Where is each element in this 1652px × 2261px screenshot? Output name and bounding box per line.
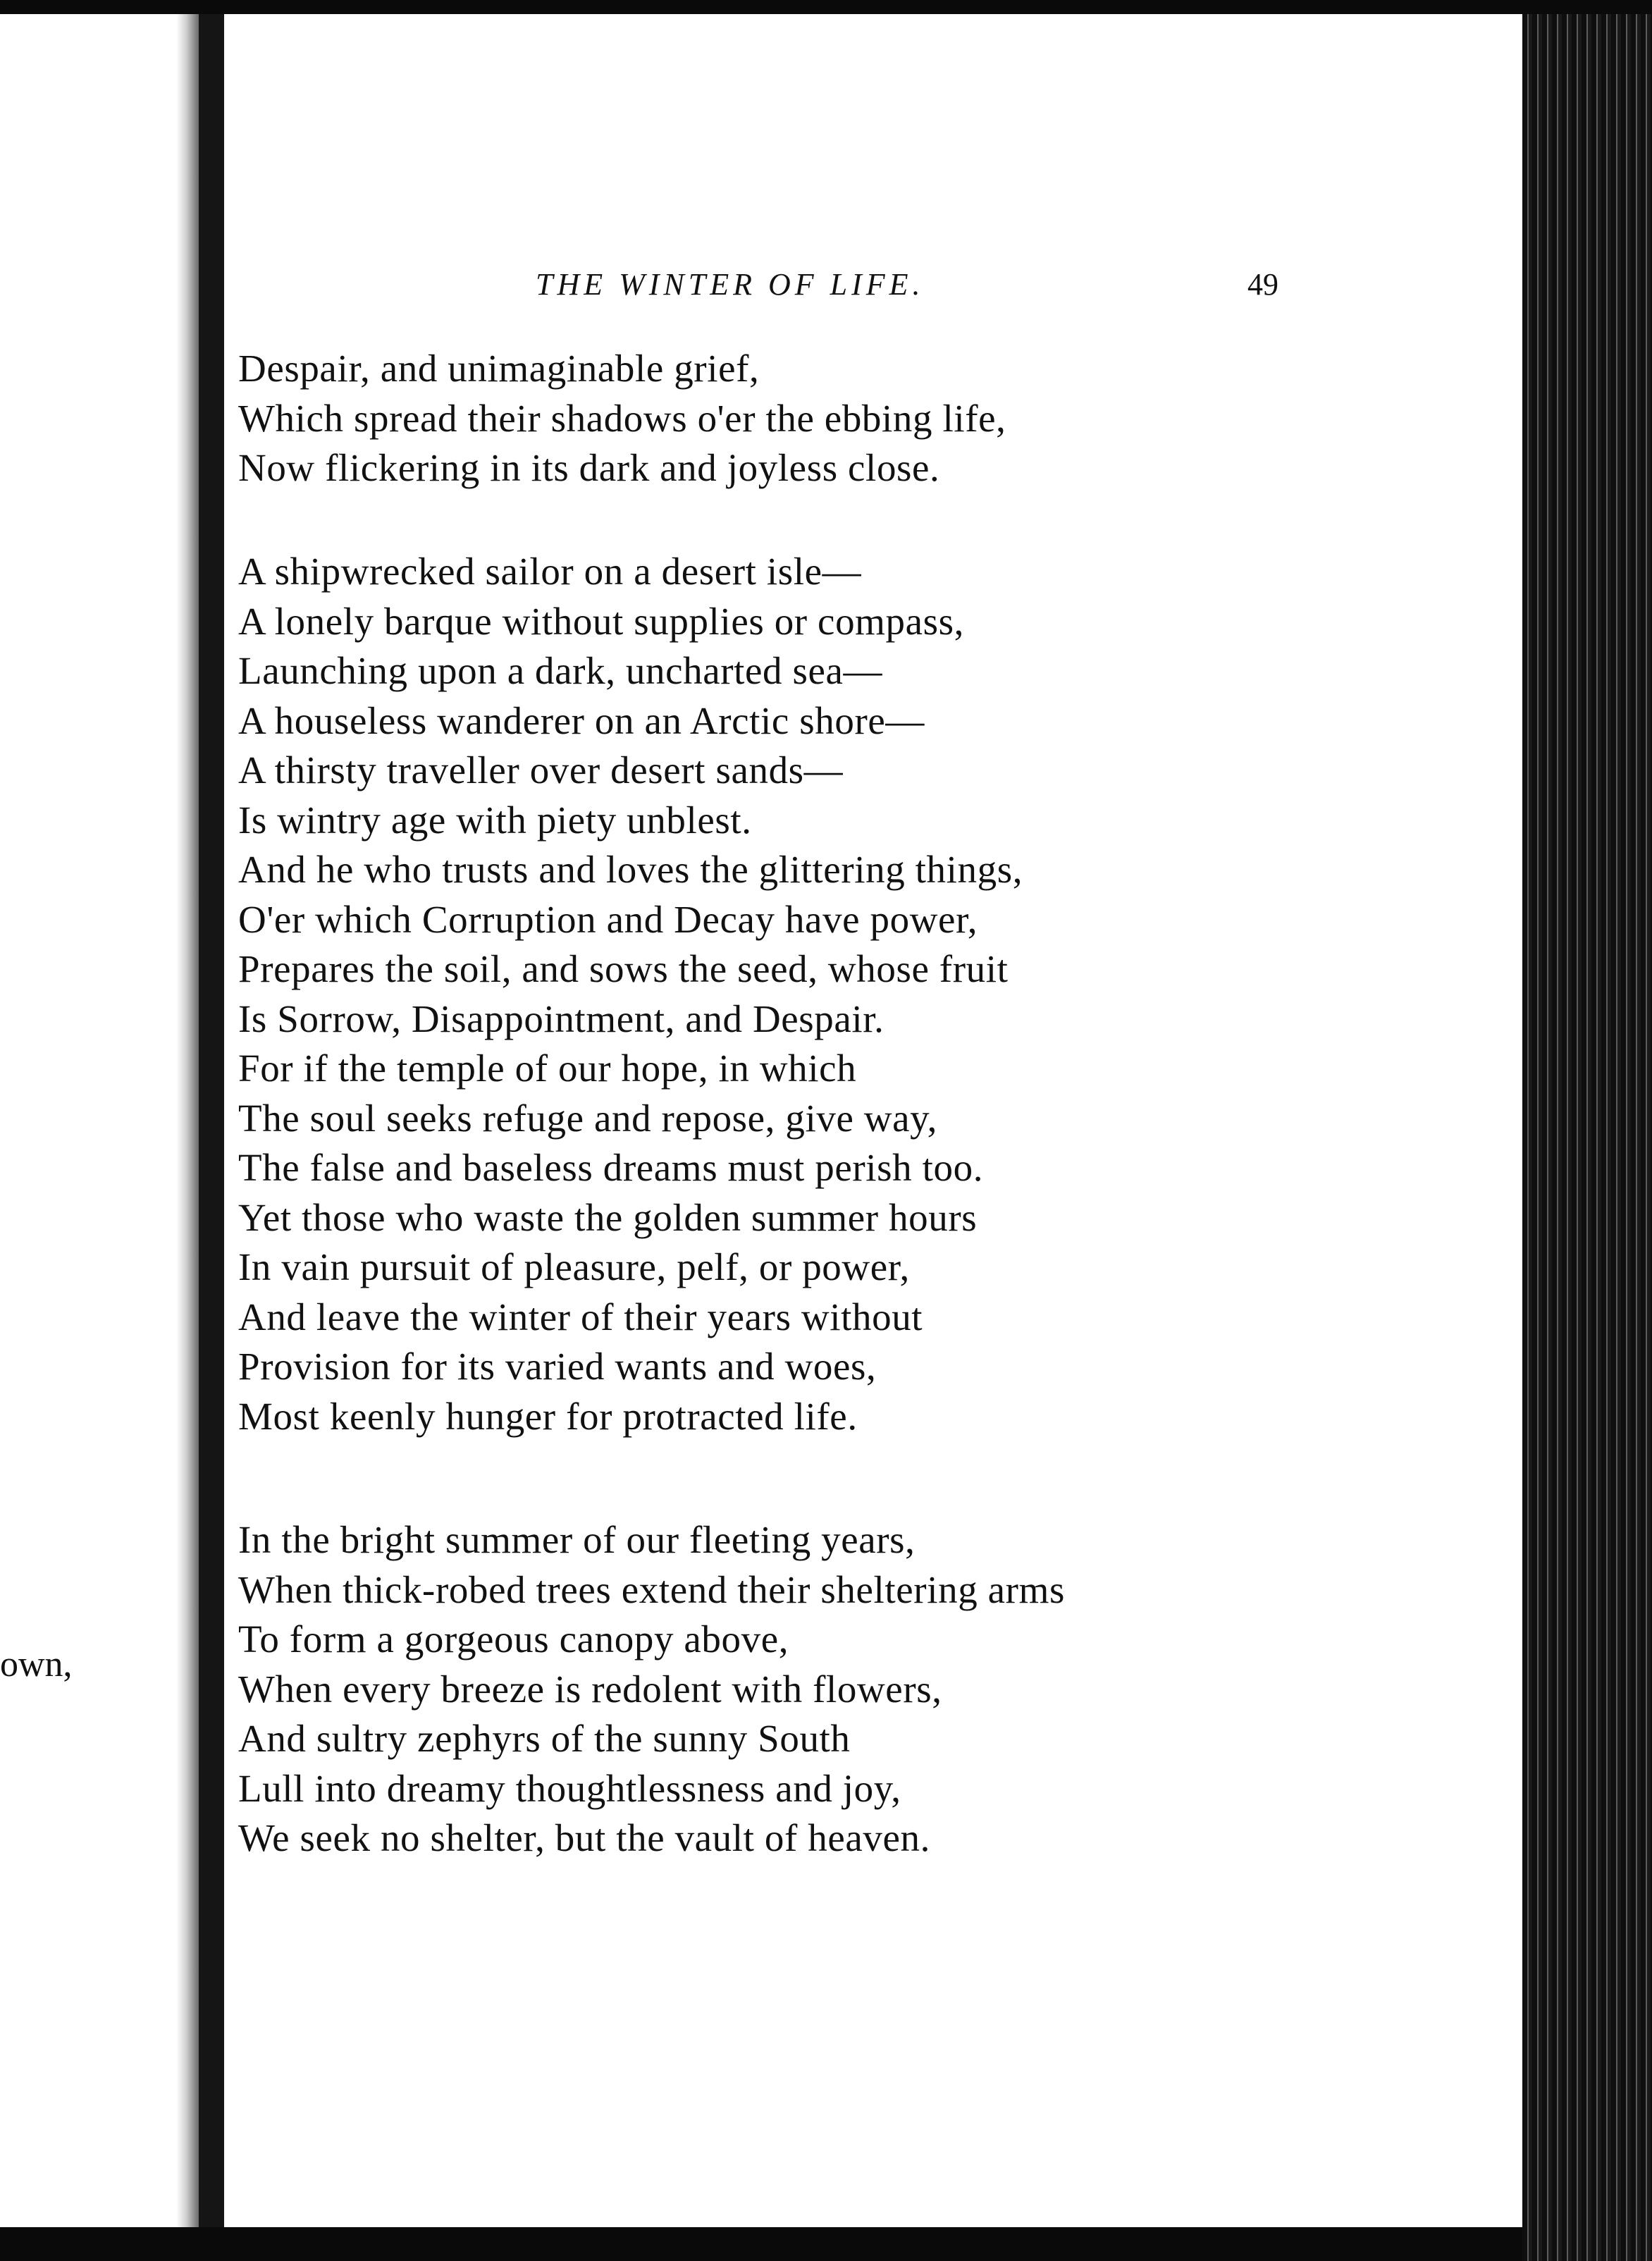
verse-line: Lull into dreamy thoughtlessness and joy, (238, 1766, 901, 1810)
verse-line: When every breeze is redolent with flowers, (238, 1667, 942, 1711)
verse-line: Despair, and unimaginable grief, (238, 347, 760, 390)
scan-top-edge (0, 0, 1652, 14)
stanza (238, 1515, 1253, 1863)
running-head: THE WINTER OF LIFE. (536, 267, 925, 302)
verse-line: We seek no shelter, but the vault of heaven. (238, 1816, 930, 1859)
verse-line: And he who trusts and loves the glittering things, (238, 848, 1023, 891)
page-edges (1522, 14, 1652, 2261)
verse-line: Now flickering in its dark and joyless close. (238, 446, 940, 489)
verse-line: For if the temple of our hope, in which (238, 1047, 857, 1090)
gutter-shadow (176, 14, 199, 2234)
book-gutter (199, 14, 224, 2227)
verse-line: Is wintry age with piety unblest. (238, 798, 752, 842)
verse-line: When thick-robed trees extend their sheltering arms (238, 1567, 1065, 1611)
verse-line: To form a gorgeous canopy above, (238, 1618, 789, 1661)
verse-line: The soul seeks refuge and repose, give way, (238, 1096, 938, 1140)
verse-line: Launching upon a dark, uncharted sea— (238, 649, 883, 692)
verse-line: In vain pursuit of pleasure, pelf, or power, (238, 1245, 910, 1288)
verse-line: A lonely barque without supplies or compass, (238, 599, 965, 643)
verse-line: Most keenly hunger for protracted life. (238, 1394, 858, 1438)
stanza (238, 547, 1253, 1441)
verse-line: The false and baseless dreams must perish too. (238, 1146, 984, 1189)
verse-line: Is Sorrow, Disappointment, and Despair. (238, 997, 884, 1040)
previous-page (0, 14, 176, 2241)
verse-line: And leave the winter of their years without (238, 1295, 923, 1338)
page-number: 49 (1247, 267, 1278, 302)
verse-line: Which spread their shadows o'er the ebbing life, (238, 396, 1006, 440)
verse-line: In the bright summer of our fleeting years, (238, 1518, 916, 1561)
verse-line: Provision for its varied wants and woes, (238, 1345, 877, 1388)
verse-line: A houseless wanderer on an Arctic shore— (238, 698, 925, 742)
verse-line: A shipwrecked sailor on a desert isle— (238, 550, 862, 593)
scan-bottom-edge (0, 2227, 1522, 2261)
verse-line: Yet those who waste the golden summer hours (238, 1195, 978, 1239)
stanza (238, 344, 1253, 493)
verse-line: O'er which Corruption and Decay have power, (238, 897, 978, 941)
verse-line: Prepares the soil, and sows the seed, whose fruit (238, 947, 1009, 990)
previous-page-fragment: own, (0, 1644, 73, 1684)
verse-line: A thirsty traveller over desert sands— (238, 748, 844, 791)
verse-line: And sultry zephyrs of the sunny South (238, 1717, 851, 1760)
